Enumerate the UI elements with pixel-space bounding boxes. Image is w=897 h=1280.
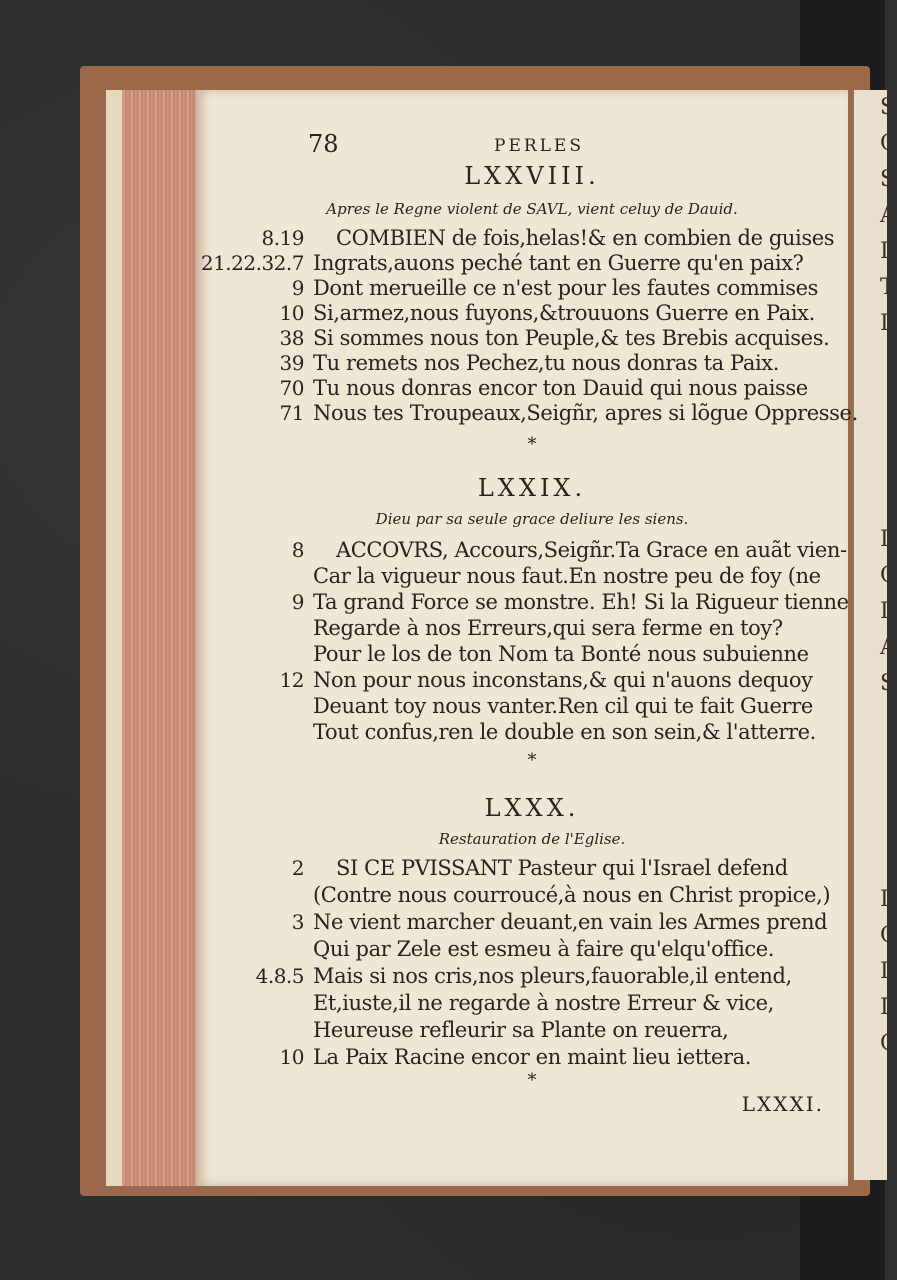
- verse-text: Qui par Zele est esmeu à faire qu'elqu'office.: [313, 937, 775, 961]
- facing-page-letter: [854, 738, 887, 774]
- facing-page-letter: I: [880, 959, 889, 984]
- facing-page-letter: T: [880, 275, 895, 300]
- verse-text: La Paix Racine encor en maint lieu iettera.: [313, 1045, 752, 1069]
- verse-text: Ingrats,auons peché tant en Guerre qu'en paix?: [313, 251, 804, 275]
- verse-reference: 4.8.5: [255, 964, 304, 988]
- catchword: LXXXI.: [741, 1092, 824, 1116]
- verse-line: [196, 276, 848, 304]
- verse-line: [196, 401, 858, 429]
- verse-text: Tu nous donras encor ton Dauid qui nous paisse: [313, 376, 808, 400]
- verse-text: Pour le los de ton Nom ta Bonté nous subuienne: [313, 642, 809, 666]
- verse-text: Non pour nous inconstans,& qui n'auons dequoy: [313, 668, 813, 692]
- verse-text: Si,armez,nous fuyons,&trouuons Guerre en Paix.: [313, 301, 815, 325]
- verse-reference: 9: [291, 276, 304, 300]
- facing-page-letter: S: [880, 167, 896, 192]
- verse-text: Mais si nos cris,nos pleurs,fauorable,il entend,: [313, 964, 792, 988]
- facing-page-edge: [852, 90, 897, 1180]
- verse-reference: 8: [291, 538, 304, 562]
- facing-page-letter: [854, 342, 887, 378]
- verse-reference: 2: [291, 856, 304, 880]
- verse-reference: 38: [279, 326, 304, 350]
- verse-text: ACCOVRS, Accours,Seigñr.Ta Grace en auãt vien-: [336, 538, 847, 562]
- verse-text: Nous tes Troupeaux,Seigñr, apres si lõgue Oppresse.: [313, 401, 858, 425]
- facing-page-letter: I: [880, 995, 889, 1020]
- section-star-ornament: *: [527, 1070, 537, 1091]
- verse-line: [196, 616, 848, 644]
- section-star-ornament: *: [527, 434, 537, 455]
- verse-reference: 10: [279, 301, 304, 325]
- facing-page-letter: [854, 450, 887, 486]
- facing-page-letter: I: [880, 887, 889, 912]
- facing-page-letter: [854, 774, 887, 810]
- facing-page-letter: A: [880, 635, 896, 660]
- page-number: 78: [308, 130, 339, 158]
- facing-page-letter: [854, 846, 887, 882]
- facing-page-letter: [854, 810, 887, 846]
- running-title: PERLES: [494, 136, 584, 156]
- verse-text: Deuant toy nous vanter.Ren cil qui te fait Guerre: [313, 694, 813, 718]
- verse-text: Regarde à nos Erreurs,qui sera ferme en toy?: [313, 616, 783, 640]
- facing-page-letter: C: [880, 1031, 897, 1056]
- verse-line: [196, 856, 848, 884]
- facing-page-letter: S: [880, 671, 896, 696]
- facing-page-letter: C: [880, 923, 897, 948]
- section-star-ornament: *: [527, 750, 537, 771]
- verse-text: Tout confus,ren le double en son sein,& l'atterre.: [313, 720, 816, 744]
- verse-reference: 70: [279, 376, 304, 400]
- facing-page-letter: [854, 486, 887, 522]
- section-subtitle: Dieu par sa seule grace deliure les siens.: [375, 510, 689, 528]
- verse-text: Car la vigueur nous faut.En nostre peu de foy (ne: [313, 564, 821, 588]
- facing-page-letter: I: [880, 239, 889, 264]
- verse-line: [196, 326, 848, 354]
- verse-reference: 3: [291, 910, 304, 934]
- verse-line: [196, 1018, 848, 1046]
- facing-page-letter: [854, 378, 887, 414]
- section-heading: LXXIX.: [477, 474, 587, 502]
- verse-reference: 12: [279, 668, 304, 692]
- book-page-edges: [106, 90, 202, 1186]
- verse-line: [196, 694, 848, 722]
- facing-page-letter: [854, 414, 887, 450]
- facing-page-letter: I: [880, 527, 889, 552]
- verse-reference: 71: [279, 401, 304, 425]
- verse-reference: 10: [279, 1045, 304, 1069]
- verse-line: [196, 564, 848, 592]
- verse-line: [196, 937, 848, 965]
- verse-line: [196, 301, 848, 329]
- verse-line: [196, 668, 848, 696]
- verse-line: [196, 910, 848, 938]
- book-page: [196, 90, 858, 1186]
- verse-text: Dont merueille ce n'est pour les fautes commises: [313, 276, 818, 300]
- verse-text: (Contre nous courroucé,à nous en Christ propice,): [313, 883, 831, 907]
- section-heading: LXXX.: [484, 794, 580, 822]
- section-heading: LXXVIII.: [464, 162, 600, 190]
- verse-line: [196, 720, 848, 748]
- verse-line: [196, 991, 848, 1019]
- verse-text: Si sommes nous ton Peuple,& tes Brebis acquises.: [313, 326, 830, 350]
- verse-reference: 8.19: [261, 226, 304, 250]
- facing-page-letter: S: [880, 95, 896, 120]
- verse-line: [196, 964, 848, 992]
- verse-reference: 9: [291, 590, 304, 614]
- verse-text: Tu remets nos Pechez,tu nous donras ta Paix.: [313, 351, 779, 375]
- verse-line: [196, 251, 848, 279]
- verse-line: [196, 590, 848, 618]
- verse-text: COMBIEN de fois,helas!& en combien de guises: [336, 226, 835, 250]
- verse-text: Et,iuste,il ne regarde à nostre Erreur & vice,: [313, 991, 774, 1015]
- verse-reference: 21.22.32.7: [200, 251, 304, 275]
- verse-reference: 39: [279, 351, 304, 375]
- section-subtitle: Restauration de l'Eglise.: [438, 830, 626, 848]
- facing-page-letter: I: [880, 311, 889, 336]
- verse-text: Ta grand Force se monstre. Eh! Si la Rigueur tienne: [313, 590, 849, 614]
- verse-line: [196, 538, 848, 566]
- verse-text: SI CE PVISSANT Pasteur qui l'Israel defend: [336, 856, 788, 880]
- facing-page-letter: A: [880, 203, 896, 228]
- verse-line: [196, 1045, 848, 1073]
- facing-page-letter: I: [880, 599, 889, 624]
- verse-text: Ne vient marcher deuant,en vain les Armes prend: [313, 910, 828, 934]
- facing-page-letter: [854, 702, 887, 738]
- section-subtitle: Apres le Regne violent de SAVL, vient celuy de Dauid.: [326, 200, 738, 218]
- facing-page-letter: C: [880, 563, 897, 588]
- verse-line: [196, 883, 848, 911]
- facing-page-letter: C: [880, 131, 897, 156]
- verse-line: [196, 226, 848, 254]
- verse-text: Heureuse refleurir sa Plante on reuerra,: [313, 1018, 729, 1042]
- verse-line: [196, 351, 848, 379]
- verse-line: [196, 642, 848, 670]
- verse-line: [196, 376, 848, 404]
